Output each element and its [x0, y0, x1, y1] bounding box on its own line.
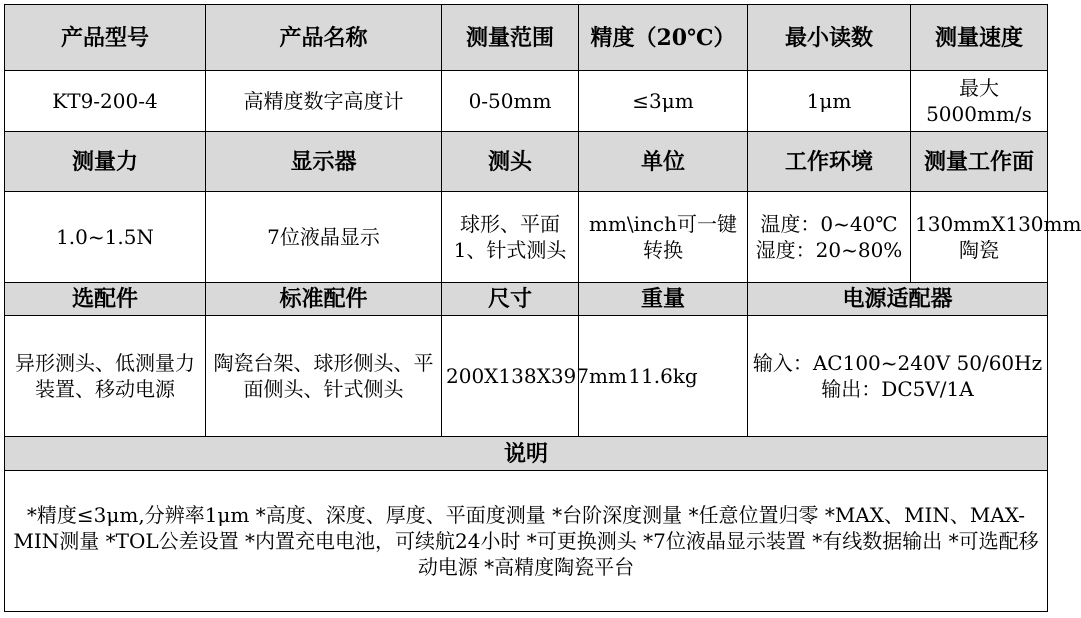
cell-accessories: 陶瓷台架、球形侧头、平面侧头、针式侧头	[206, 316, 442, 437]
cell-weight: 11.6kg	[579, 316, 748, 437]
cell-model: KT9-200-4	[5, 71, 206, 132]
cell-resolution: 1μm	[748, 71, 911, 132]
header-cell-probe: 测头	[442, 132, 579, 192]
cell-size: 200X138X397mm	[442, 316, 579, 437]
data-row-1	[5, 71, 1048, 132]
header-cell-model: 产品型号	[5, 5, 206, 71]
cell-force: 1.0~1.5N	[5, 192, 206, 283]
header-cell-force: 测量力	[5, 132, 206, 192]
header-cell-options: 选配件	[5, 283, 206, 316]
header-cell-size: 尺寸	[442, 283, 579, 316]
cell-range: 0-50mm	[442, 71, 579, 132]
notes-row	[5, 471, 1048, 612]
header-row-1	[5, 5, 1048, 71]
data-row-3	[5, 316, 1048, 437]
cell-probe: 球形、平面1、针式测头	[442, 192, 579, 283]
header-cell-resolution: 最小读数	[748, 5, 911, 71]
header-cell-adapter: 电源适配器	[748, 283, 1048, 316]
header-cell-environment: 工作环境	[748, 132, 911, 192]
cell-options: 异形测头、低测量力装置、移动电源	[5, 316, 206, 437]
cell-adapter: 输入：AC100~240V 50/60Hz 输出：DC5V/1A	[748, 316, 1048, 437]
cell-name: 高精度数字高度计	[206, 71, 442, 132]
header-cell-name: 产品名称	[206, 5, 442, 71]
notes-title-row	[5, 437, 1048, 471]
header-row-2	[5, 132, 1048, 192]
header-cell-accessories: 标准配件	[206, 283, 442, 316]
header-cell-display: 显示器	[206, 132, 442, 192]
cell-display: 7位液晶显示	[206, 192, 442, 283]
cell-surface: 130mmX130mm陶瓷	[911, 192, 1048, 283]
notes-text: *精度≤3μm,分辨率1μm *高度、深度、厚度、平面度测量 *台阶深度测量 *任意位置归零 *MAX、MIN、MAX-MIN测量 *TOL公差设置 *内置充电电池，可续航24小时 *可更换测头 *7位液晶显示装置 *有线数据输出 *可选配移动电源 *高精度陶瓷平台	[5, 471, 1048, 612]
header-cell-range: 测量范围	[442, 5, 579, 71]
header-cell-surface: 测量工作面	[911, 132, 1048, 192]
spec-table	[4, 4, 1081, 612]
notes-title: 说明	[5, 437, 1048, 471]
cell-speed: 最大5000mm/s	[911, 71, 1048, 132]
header-cell-weight: 重量	[579, 283, 748, 316]
header-cell-unit: 单位	[579, 132, 748, 192]
cell-environment: 温度：0~40℃ 湿度：20~80%	[748, 192, 911, 283]
cell-unit: mm\inch可一键转换	[579, 192, 748, 283]
cell-accuracy: ≤3μm	[579, 71, 748, 132]
header-cell-speed: 测量速度	[911, 5, 1048, 71]
header-row-3	[5, 283, 1048, 316]
data-row-2	[5, 192, 1048, 283]
header-cell-accuracy: 精度（20℃）	[579, 5, 748, 71]
